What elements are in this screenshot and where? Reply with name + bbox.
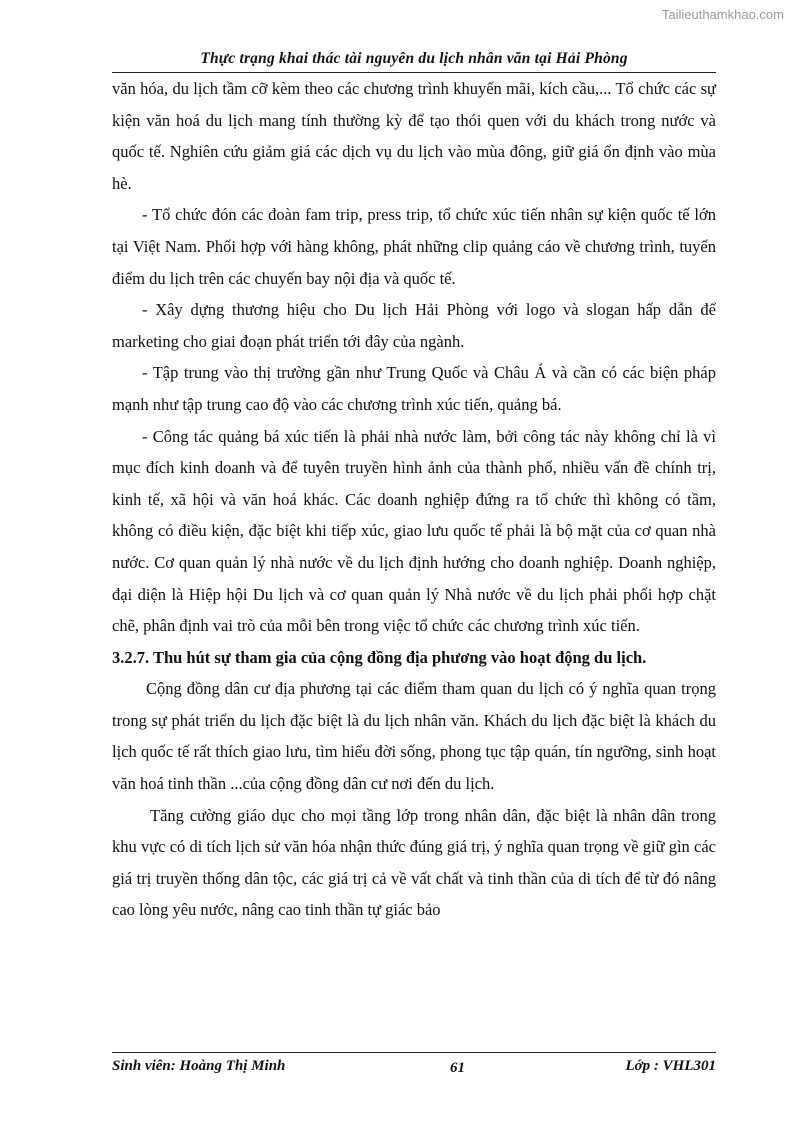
page-header-title: Thực trạng khai thác tài nguyên du lịch nhân văn tại Hải Phòng bbox=[200, 50, 628, 67]
footer-page-number: 61 bbox=[450, 1060, 465, 1076]
footer-class-code: Lớp : VHL301 bbox=[625, 1058, 716, 1074]
page-footer bbox=[112, 1058, 716, 1082]
bullet-paragraph-fam-trip: - Tổ chức đón các đoàn fam trip, press trip, tổ chức xúc tiến nhân sự kiện quốc tế lớn tại Việt Nam. Phối hợp với hàng không, phát những clip quảng cáo về chương trình, tuyến điểm du lịch trên các chuyến bay nội địa và quốc tế. bbox=[112, 205, 716, 288]
footer-student-name: Sinh viên: Hoàng Thị Minh bbox=[112, 1058, 286, 1074]
paragraph-community: Cộng đồng dân cư địa phương tại các điểm tham quan du lịch có ý nghĩa quan trọng trong sự phát triển du lịch đặc biệt là du lịch nhân văn. Khách du lịch đặc biệt là khách du lịch quốc tế rất thích giao lưu, tìm hiểu đời sống, phong tục tập quán, tín ngưỡng, sinh hoạt văn hoá tinh thần ...của cộng đồng dân cư nơi đến du lịch. bbox=[112, 679, 716, 794]
footer-divider bbox=[112, 1052, 716, 1053]
bullet-paragraph-branding: - Xây dựng thương hiệu cho Du lịch Hải Phòng với logo và slogan hấp dẫn để marketing cho giai đoạn phát triển tới đây của ngành. bbox=[112, 300, 716, 351]
section-heading: 3.2.7. Thu hút sự tham gia của cộng đồng địa phương vào hoạt động du lịch. bbox=[112, 647, 647, 667]
document-body bbox=[112, 73, 716, 926]
watermark-text: Tailieuthamkhao.com bbox=[661, 7, 784, 22]
paragraph-continuation: văn hóa, du lịch tầm cỡ kèm theo các chương trình khuyến mãi, kích cầu,... Tổ chức các sự kiện văn hoá du lịch mang tính thường kỳ để tạo thói quen với du khách trong nước và quốc tế. Nghiên cứu giảm giá các dịch vụ du lịch vào mùa đông, giữ giá ổn định vào mùa hè. bbox=[112, 79, 716, 193]
paragraph-education: Tăng cường giáo dục cho mọi tầng lớp trong nhân dân, đặc biệt là nhân dân trong khu vực có di tích lịch sử văn hóa nhận thức đúng giá trị, ý nghĩa quan trọng về giữ gìn các giá trị truyền thống dân tộc, các giá trị cả về vất chất và tinh thần của di tích để từ đó nâng cao lòng yêu nước, nâng cao tinh thần tự giác bảo bbox=[112, 805, 716, 920]
bullet-paragraph-markets: - Tập trung vào thị trường gần như Trung Quốc và Châu Á và cần có các biện pháp mạnh như tập trung cao độ vào các chương trình xúc tiến, quảng bá. bbox=[112, 363, 716, 414]
bullet-paragraph-promotion: - Công tác quảng bá xúc tiến là phải nhà nước làm, bởi công tác này không chỉ là vì mục đích kinh doanh và để tuyên truyền hình ảnh của thành phố, nhiều vấn đề chính trị, kinh tế, xã hội và văn hoá khác. Các doanh nghiệp đứng ra tổ chức thì không có tầm, không có điều kiện, đặc biệt khi tiếp xúc, giao lưu quốc tế phải là bộ mặt của cơ quan nhà nước. Cơ quan quản lý nhà nước về du lịch định hướng cho doanh nghiệp. Doanh nghiệp, đại diện là Hiệp hội Du lịch và cơ quan quản lý Nhà nước về du lịch phải phối hợp chặt chẽ, phân định vai trò của mỗi bên trong việc tổ chức các chương trình xúc tiến. bbox=[112, 426, 716, 636]
